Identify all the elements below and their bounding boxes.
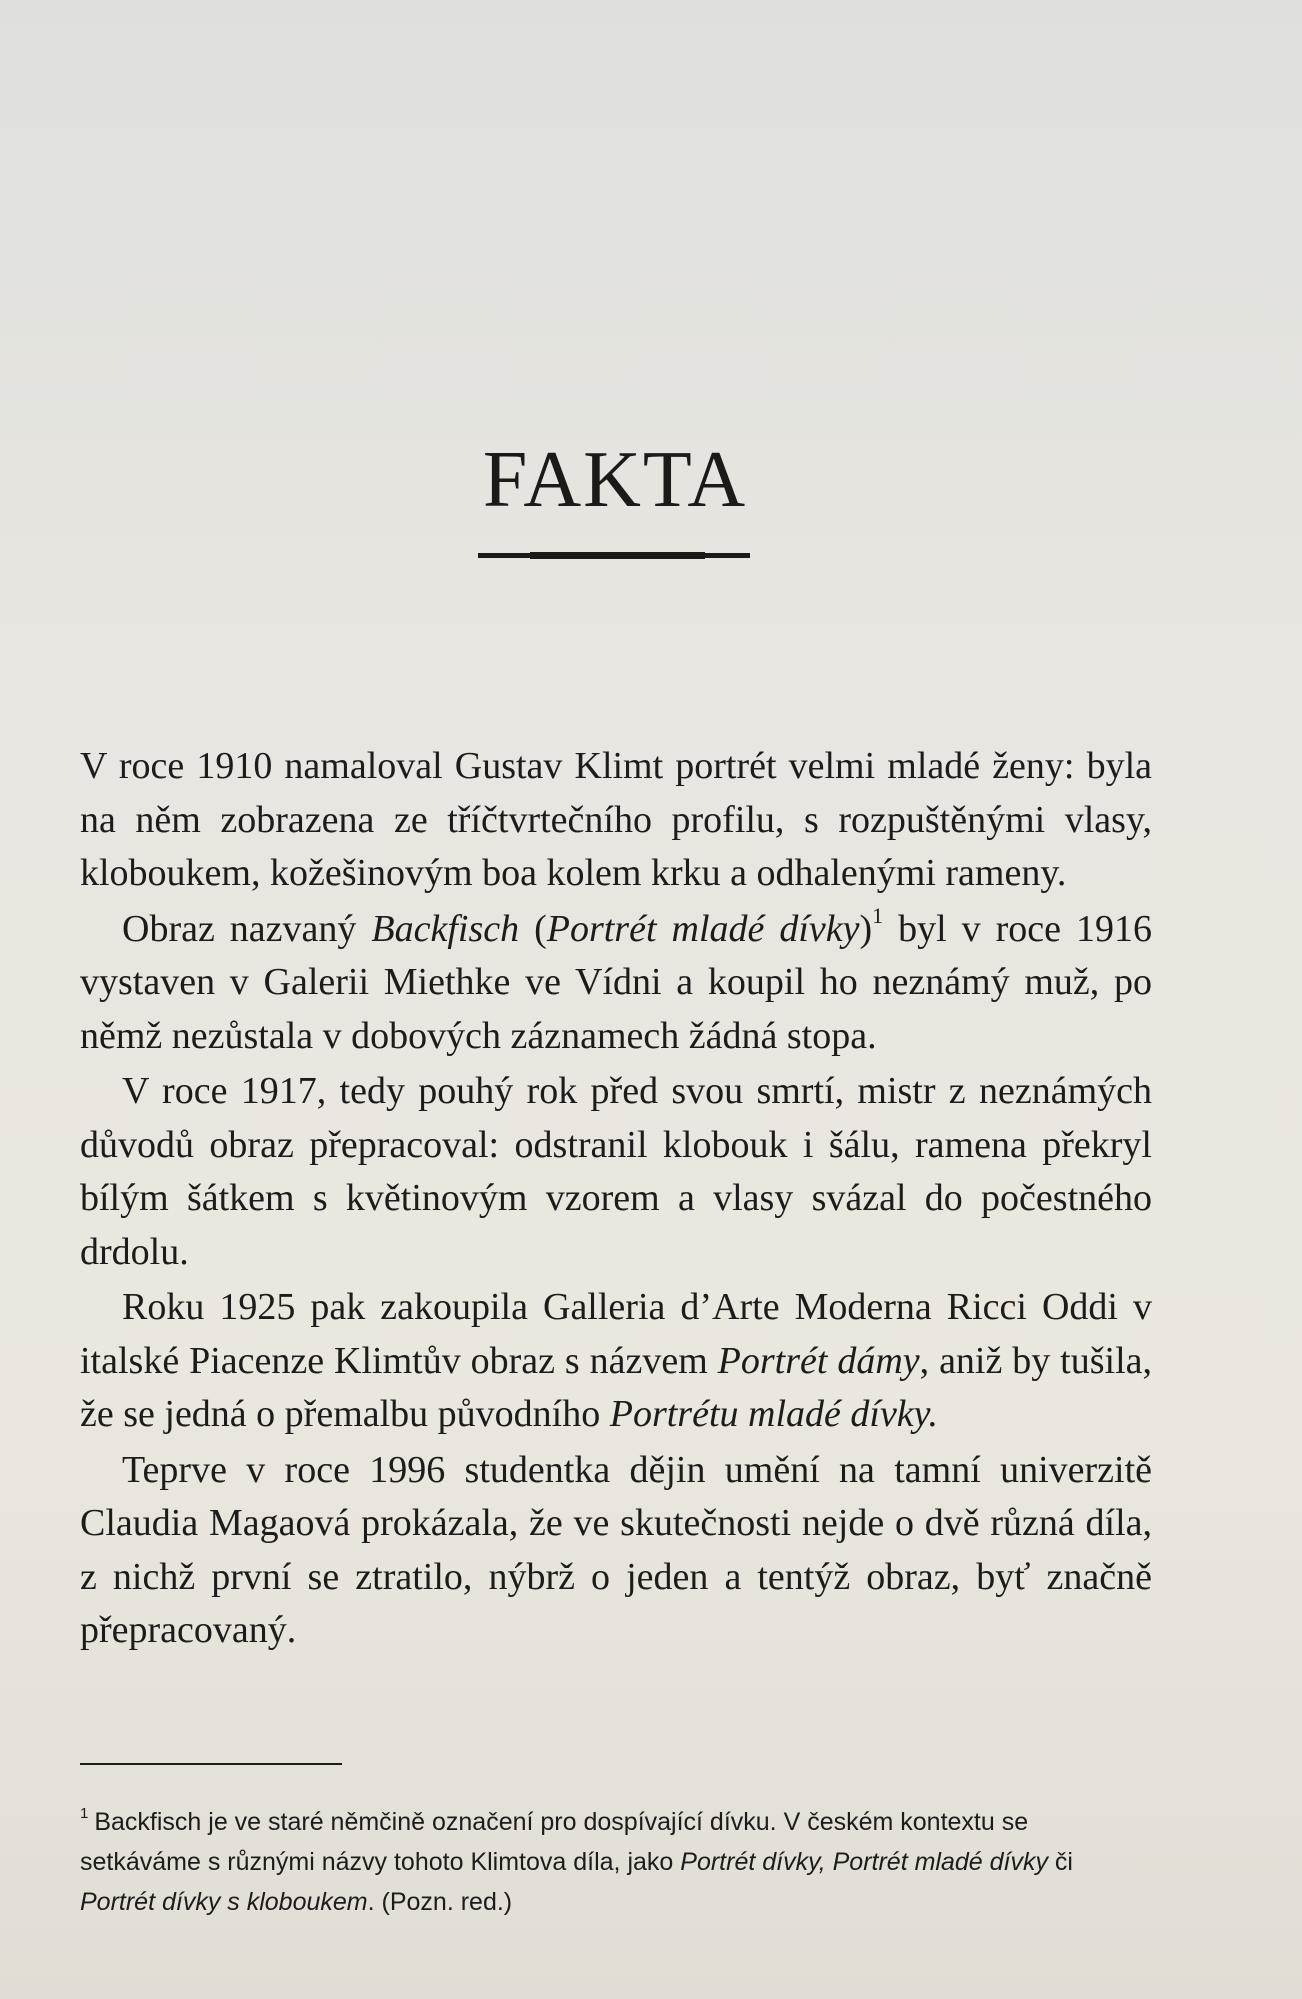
- heading-underline-accent: [530, 552, 705, 559]
- chapter-heading: [0, 436, 1230, 524]
- italic-title: Portrétu mladé dívky.: [609, 1393, 938, 1435]
- paragraph-text: (: [519, 907, 547, 950]
- footnote-text: . (Pozn. red.): [367, 1888, 513, 1916]
- paragraph-text: V roce 1910 namaloval Gustav Klimt portrét velmi mladé ženy: byla na něm zobrazena ze tříčtvrtečního profilu, s rozpuštěnými vlasy, kloboukem, kožešinovým boa kolem krku a odhalenými rameny.: [80, 745, 1152, 894]
- chapter-title: FAKTA: [482, 436, 748, 524]
- paragraph-text: Roku 1925 pak zakoupila Galleria d’Arte Moderna Ricci Oddi v italské Piacenze Klimtův obraz s názvem: [80, 1286, 1152, 1382]
- main-text: [80, 740, 1152, 1658]
- footnote-text: Backfisch je ve staré němčině označení pro dospívající dívku. V českém kontextu se setkáváme s různými názvy tohoto Klimtova díla, jako: [80, 1808, 1029, 1876]
- paragraph-2: [80, 903, 1152, 1064]
- footnote-italic: Portrét dívky, Portrét mladé dívky: [680, 1848, 1048, 1876]
- paragraph-1: [80, 740, 1152, 901]
- paragraph-text: Teprve v roce 1996 studentka dějin umění na tamní univerzitě Claudia Magaová prokázala, že ve skutečnosti nejde o dvě různá díla, z nichž první se ztratilo, nýbrž o jeden a tentýž obraz, byť značně přepracovaný.: [80, 1448, 1152, 1651]
- paragraph-3: [80, 1065, 1152, 1279]
- footnote-text: či: [1047, 1848, 1073, 1876]
- paragraph-4: [80, 1281, 1152, 1442]
- italic-title: Portrét mladé dívky: [546, 907, 860, 950]
- paragraph-text: byl v roce 1916 vystaven v Galerii Miethke ve Vídni a koupil ho neznámý muž, po němž nezůstala v dobových záznamech žádná stopa.: [80, 907, 1153, 1057]
- italic-title: Portrét dámy: [717, 1339, 920, 1382]
- footnote-mark: 1: [80, 1804, 89, 1822]
- paragraph-text: Obraz nazvaný: [122, 907, 372, 950]
- footnote-reference: 1: [872, 902, 884, 928]
- italic-title: Backfisch: [371, 907, 520, 950]
- paragraph-text: V roce 1917, tedy pouhý rok před svou smrtí, mistr z neznámých důvodů obraz přepracoval: odstranil klobouk i šálu, ramena překryl bílým šátkem s květinovým vzorem a vlasy svázal do počestného drdolu.: [80, 1070, 1152, 1273]
- footnote-separator: [80, 1763, 342, 1765]
- paragraph-text: ): [859, 907, 873, 950]
- paragraph-text: , aniž by tušila, že se jedná o přemalbu původního: [80, 1339, 1152, 1435]
- paragraph-5: [80, 1444, 1152, 1658]
- footnote-italic: Portrét dívky s kloboukem: [80, 1888, 368, 1916]
- footnote: [80, 1802, 1140, 1922]
